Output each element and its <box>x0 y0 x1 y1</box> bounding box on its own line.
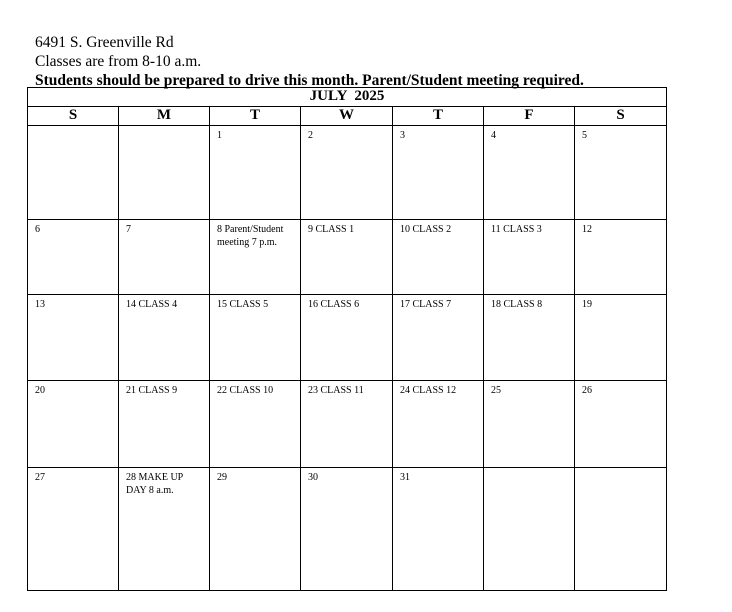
day-cell: 31 <box>393 468 484 591</box>
weekday-wednesday: W <box>301 107 393 126</box>
day-cell: 15 CLASS 5 <box>210 295 301 381</box>
day-cell: 12 <box>575 220 667 295</box>
day-cell: 30 <box>301 468 393 591</box>
day-cell: 5 <box>575 126 667 220</box>
day-cell: 26 <box>575 381 667 468</box>
day-cell <box>484 468 575 591</box>
address: 6491 S. Greenville Rd <box>35 34 174 51</box>
day-cell: 17 CLASS 7 <box>393 295 484 381</box>
day-cell: 19 <box>575 295 667 381</box>
day-cell: 20 <box>28 381 119 468</box>
weekday-friday: F <box>484 107 575 126</box>
day-cell: 13 <box>28 295 119 381</box>
day-cell: 29 <box>210 468 301 591</box>
day-cell: 25 <box>484 381 575 468</box>
day-cell: 2 <box>301 126 393 220</box>
weekday-tuesday: T <box>210 107 301 126</box>
week-row <box>28 468 667 591</box>
day-cell: 24 CLASS 12 <box>393 381 484 468</box>
day-cell: 11 CLASS 3 <box>484 220 575 295</box>
weekday-monday: M <box>119 107 210 126</box>
week-row <box>28 295 667 381</box>
day-cell: 21 CLASS 9 <box>119 381 210 468</box>
day-cell: 6 <box>28 220 119 295</box>
day-cell: 9 CLASS 1 <box>301 220 393 295</box>
day-cell: 1 <box>210 126 301 220</box>
day-cell: 4 <box>484 126 575 220</box>
weekday-saturday: S <box>575 107 667 126</box>
week-row <box>28 220 667 295</box>
week-row <box>28 126 667 220</box>
calendar-title: JULY 2025 <box>28 88 667 107</box>
day-cell: 22 CLASS 10 <box>210 381 301 468</box>
day-cell: 8 Parent/Student meeting 7 p.m. <box>210 220 301 295</box>
day-cell: 14 CLASS 4 <box>119 295 210 381</box>
day-cell <box>575 468 667 591</box>
weekday-thursday: T <box>393 107 484 126</box>
day-cell: 10 CLASS 2 <box>393 220 484 295</box>
day-cell: 18 CLASS 8 <box>484 295 575 381</box>
day-cell: 28 MAKE UP DAY 8 a.m. <box>119 468 210 591</box>
day-cell: 7 <box>119 220 210 295</box>
day-cell: 3 <box>393 126 484 220</box>
header <box>35 33 584 90</box>
day-cell: 23 CLASS 11 <box>301 381 393 468</box>
calendar-table <box>27 87 667 591</box>
class-time: Classes are from 8-10 a.m. <box>35 53 202 70</box>
week-row <box>28 381 667 468</box>
day-cell <box>119 126 210 220</box>
day-cell: 27 <box>28 468 119 591</box>
day-cell: 16 CLASS 6 <box>301 295 393 381</box>
day-cell <box>28 126 119 220</box>
notice: Students should be prepared to drive this month. Parent/Student meeting required. <box>35 72 584 89</box>
weekday-sunday: S <box>28 107 119 126</box>
